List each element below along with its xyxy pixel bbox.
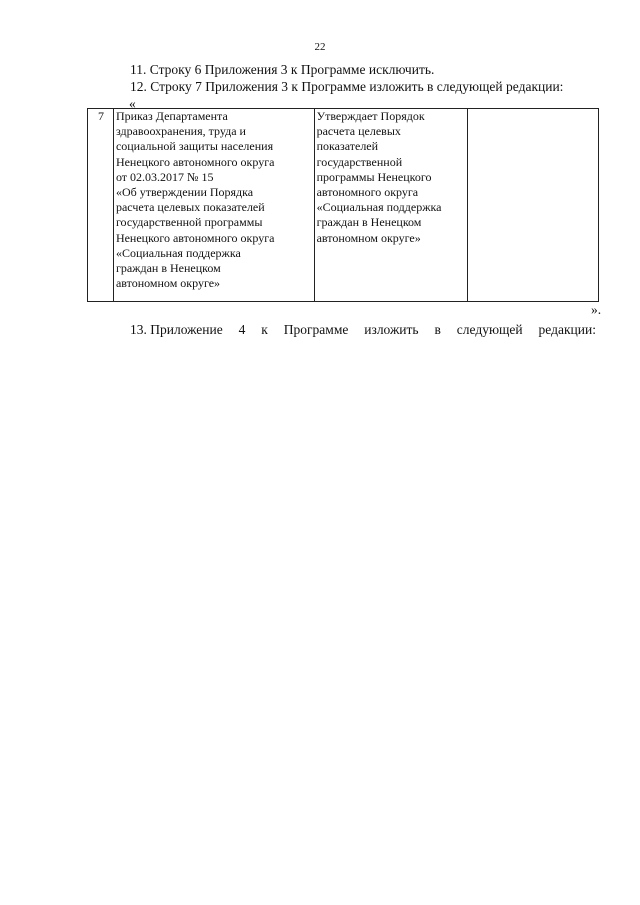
opening-quote: « xyxy=(129,96,136,111)
description-text: Утверждает Порядок расчета целевых показателей государственной программы Ненецкого автономного округа «Социальная поддержка граждан в Ненецком автономном округе» xyxy=(316,109,442,245)
closing-quote: ». xyxy=(591,302,602,317)
item13-word: 4 xyxy=(238,322,246,337)
item13-word: следующей xyxy=(456,322,523,337)
page-number: 22 xyxy=(314,41,326,53)
item13-word: Программе xyxy=(283,322,349,337)
row-number-cell: 7 xyxy=(88,109,114,302)
document-text: Приказ Департамента здравоохранения, труда и социальной защиты населения Ненецкого автономного округа от 02.03.2017 № 15 «Об утверждении Порядка расчета целевых показателей государственной программы Ненецкого автономного округа «Социальная поддержка граждан в Ненецком автономном округе» xyxy=(115,109,275,291)
note-cell xyxy=(468,109,599,302)
paragraph-item-11: 11. Строку 6 Приложения 3 к Программе исключить. xyxy=(130,62,435,77)
item13-word: изложить xyxy=(364,322,419,337)
paragraph-item-13 xyxy=(130,322,596,338)
item13-word: к xyxy=(261,322,268,337)
paragraph-item-12: 12. Строку 7 Приложения 3 к Программе изложить в следующей редакции: xyxy=(130,79,564,94)
item13-word: редакции: xyxy=(538,322,596,337)
document-cell xyxy=(113,109,314,302)
amendment-table xyxy=(87,108,599,302)
table-row xyxy=(88,109,599,302)
item13-word: в xyxy=(434,322,441,337)
description-cell xyxy=(314,109,468,302)
item13-word: 13. Приложение xyxy=(130,322,223,337)
